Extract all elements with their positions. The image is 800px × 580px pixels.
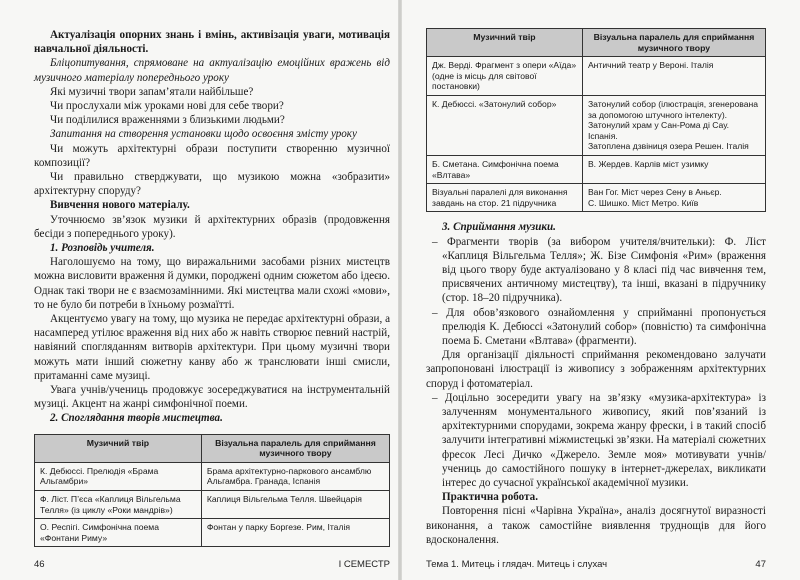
footer-topic: Тема 1. Митець і глядач. Митець і слухач	[426, 559, 608, 570]
table-row	[427, 155, 766, 183]
page-number: 46	[34, 559, 45, 570]
table-header: Музичний твір	[35, 434, 202, 462]
table-header: Візуальна паралель для сприймання музичного твору	[582, 29, 765, 57]
left-page	[0, 0, 398, 580]
heading-contemplation: 2. Споглядання творів мистецтва.	[50, 412, 223, 425]
heading-practical: Практична робота.	[442, 491, 538, 504]
table-row	[35, 462, 390, 490]
right-table	[426, 28, 766, 212]
paragraph-organization: Для організації діяльності сприймання рекомендовано залучати запропоновані ілюстрації із живопису з зображенням архітектурних споруд і фотоматеріал.	[426, 349, 766, 390]
table-cell	[582, 155, 765, 183]
table-cell: Фонтан у парку Боргезе. Рим, Італія	[201, 519, 389, 547]
paragraph-repetition: Повторення пісні «Чарівна Україна», аналіз досягнутої виразності виконання, а також самостійне виявлення труднощів для його вдосконалення.	[426, 505, 766, 546]
table-cell: К. Дебюссі. «Затонулий собор»	[427, 95, 583, 155]
cell-line: Античний театр у Вероні. Італія	[587, 60, 714, 71]
table-cell: О. Респігі. Симфонічна поема «Фонтани Риму»	[35, 519, 202, 547]
table-header: Музичний твір	[427, 29, 583, 57]
table-cell: Б. Сметана. Симфонічна поема «Влтава»	[427, 155, 583, 183]
table-row	[35, 491, 390, 519]
table-cell: К. Дебюссі. Прелюдія «Брама Альгамбри»	[35, 462, 202, 490]
table-row	[427, 95, 766, 155]
list-item-focus: – Доцільно зосередити увагу на зв’язку «музика-архітектура» із залученням монументального живопису, який пов’язаний із архітектурними спорудами, зокрема жанру фрески, і в такий спосіб залучити інтегративні міжмистецькі зв’язки. На матеріалі сюжетних фресок Лесі Дичко «Джерело. Земле моя» мотивувати учнів/учениць до самостійного пошуку в інтернет-джерелах, викликати інтерес до сучасної української академічної музики.	[432, 391, 767, 489]
list-item-mandatory: – Для обов’язкового ознайомлення у сприйманні пропонується прелюдія К. Дебюссі «Затонулий собор» (повністю) та симфонічна поема Б. Сметани «Влтава» (фрагменти).	[432, 306, 766, 347]
paragraph-blitz: Бліцопитування, спрямоване на актуалізацію емоційних вражень від музичного матеріалу попереднього уроку	[34, 57, 390, 84]
question-4: Чи можуть архітектурні образи поступити створенню музичної композиції?	[34, 142, 390, 169]
section-label: І СЕМЕСТР	[338, 559, 390, 570]
heading-perception: 3. Сприймання музики.	[442, 221, 556, 234]
table-header-row	[35, 434, 390, 462]
paragraph-connection: Уточнюємо зв’язок музики й архітектурних образів (продовження бесіди з попереднього уроку).	[34, 213, 390, 240]
question-3: Чи поділилися враженнями з близькими людьми?	[50, 114, 285, 127]
paragraph-setup: Запитання на створення установки щодо освоєння змісту уроку	[50, 128, 357, 141]
paragraph-accent: Акцентуємо увагу на тому, що музика не передає архітектурні образи, а насамперед утілює враження від них або ж навіть створює певний настрій, навіяний спогляданням витворів архітектури. При цьому музичні твори можуть мати інший сюжетну канву або ж транслювати інші смисли, притаманні саме музиці.	[34, 313, 390, 382]
table-cell: Брама архітектурно-паркового ансамблю Альгамбра. Гранада, Іспанія	[201, 462, 389, 490]
table-row	[427, 57, 766, 96]
right-page	[402, 0, 800, 580]
paragraph-expressive: Наголошуємо на тому, що виражальними засобами різних мистецтв можна висловити враження й думки, породжені одним сюжетом або ідеєю. Однак такі твори не є взаємозамінними. Які мистецтва мали схожі «мови», то не було би потреби в їхньому розмаїтті.	[34, 256, 390, 311]
left-table	[34, 434, 390, 548]
list-item-text: Фрагменти творів (за вибором учителя/вчительки): Ф. Ліст «Каплиця Вільгельма Телля»; Ж. Бізе Симфонія «Рим» (враження від цього твору буде актуалізовано у 8 класі під час вивчення тем, присвячених античному мистецтву), та інші, вказані в підручнику (стор. 18–20 підручника).	[442, 235, 766, 305]
table-header: Візуальна паралель для сприймання музичного твору	[201, 434, 389, 462]
paragraph-attention: Увага учнів/учениць продовжує зосереджуватися на інструментальній музиці. Акцент на жанрі симфонічної поеми.	[34, 384, 390, 411]
cell-line: Ван Гог. Міст через Сену в Аньєр.	[587, 187, 722, 198]
table-row	[35, 519, 390, 547]
cell-line: Затонулий собор (ілюстрація, згенерована за допомогою штучного інтелекту).	[587, 98, 759, 120]
cell-line: Затоплена дзвіниця озера Решен. Італія	[587, 141, 749, 152]
paragraph-actualization: Актуалізація опорних знань і вмінь, активізація уваги, мотивація навчальної діяльності.	[34, 29, 390, 56]
table-cell	[582, 57, 765, 96]
page-number: 47	[755, 559, 766, 570]
table-cell	[582, 95, 765, 155]
heading-new-material: Вивчення нового матеріалу.	[50, 199, 190, 212]
cell-line: С. Шишко. Міст Метро. Київ	[587, 197, 699, 208]
table-cell: Дж. Верді. Фрагмент з опери «Аїда» (одне із місць для світової постановки)	[427, 57, 583, 96]
list-item-text: Для обов’язкового ознайомлення у сприйманні пропонується прелюдія К. Дебюссі «Затонулий собор» (повністю) та симфонічна поема Б. Сметани «Влтава» (фрагменти).	[442, 306, 766, 347]
table-cell	[582, 184, 765, 212]
cell-line: В. Жердев. Карлів міст узимку	[587, 158, 709, 169]
table-cell: Візуальні паралелі для виконання завдань на стор. 21 підручника	[427, 184, 583, 212]
table-cell: Каплиця Вільгельма Телля. Швейцарія	[201, 491, 389, 519]
question-2: Чи прослухали між уроками нові для себе твори?	[50, 100, 284, 113]
table-cell: Ф. Ліст. П’єса «Каплиця Вільгельма Телля» (із циклу «Роки мандрів»)	[35, 491, 202, 519]
list-item-text: Доцільно зосередити увагу на зв’язку «музика-архітектура» із залученням монументального живопису, який пов’язаний із архітектурними спорудами, зокрема жанру фрески, і в такий спосіб залучити інтегративні міжмистецькі зв’язки. На матеріалі сюжетних фресок Лесі Дичко «Джерело. Земле моя» мотивувати учнів/учениць до самостійного пошуку в інтернет-джерелах, викликати інтерес до сучасної української академічної музики.	[442, 391, 767, 489]
question-1: Які музичні твори запам’ятали найбільше?	[50, 85, 254, 98]
table-header-row	[427, 29, 766, 57]
question-5: Чи правильно стверджувати, що музикою можна «зобразити» архітектурну споруду?	[34, 171, 390, 198]
heading-teacher-story: 1. Розповідь учителя.	[50, 242, 155, 255]
cell-line: Затонулий храм у Сан-Рома ді Сау. Іспанія.	[587, 120, 730, 141]
table-row	[427, 184, 766, 212]
list-item-fragments: – Фрагменти творів (за вибором учителя/вчительки): Ф. Ліст «Каплиця Вільгельма Телля»; Ж. Бізе Симфонія «Рим» (враження від цього твору буде актуалізовано у 8 класі під час вивчення тем, присвячених античному мистецтву), та інші, вказані в підручнику (стор. 18–20 підручника).	[432, 235, 766, 305]
